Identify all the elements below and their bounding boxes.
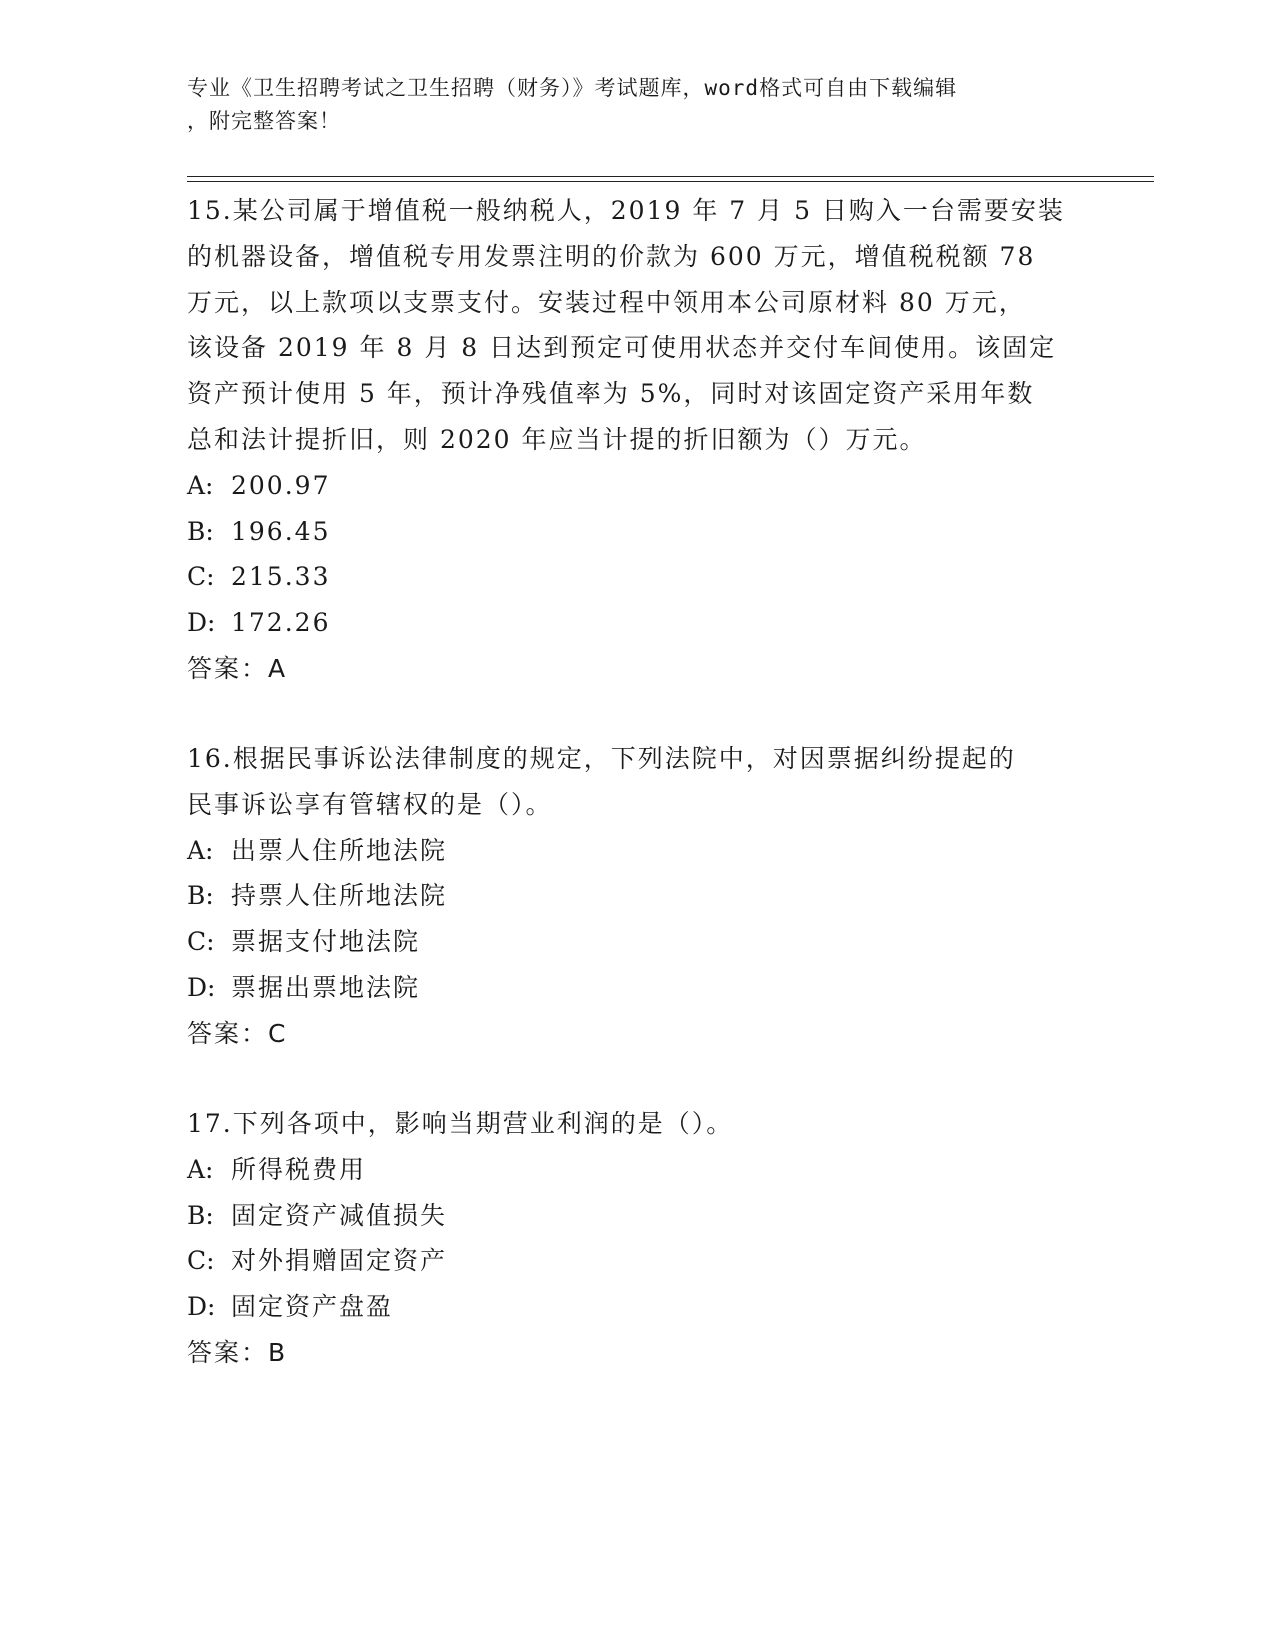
question-text-line: 资产预计使用 5 年，预计净残值率为 5%，同时对该固定资产采用年数 — [187, 379, 1035, 409]
question-text-line: 的机器设备，增值税专用发票注明的价款为 600 万元，增值税税额 78 — [187, 241, 1036, 271]
question-text-line: 总和法计提折旧，则 2020 年应当计提的折旧额为（）万元。 — [187, 424, 927, 454]
option-text: 固定资产减值损失 — [231, 1200, 448, 1230]
option-text: 对外捐赠固定资产 — [231, 1246, 448, 1276]
option-text: 持票人住所地法院 — [231, 881, 448, 911]
option-text: 200.97 — [231, 470, 331, 500]
option-text: 172.26 — [231, 608, 331, 638]
header-line-2: ，附完整答案！ — [187, 109, 341, 133]
option-letter: D: — [187, 972, 216, 1002]
document-header — [187, 72, 1087, 138]
answer: 答案：C — [187, 1018, 288, 1048]
option-letter: B: — [187, 881, 214, 911]
option-b — [187, 1193, 1087, 1239]
option-b — [187, 509, 1087, 555]
question-text-line: 15.某公司属于增值税一般纳税人，2019 年 7 月 5 日购入一台需要安装 — [187, 196, 1065, 225]
header-divider-top — [187, 176, 1154, 177]
option-letter: C: — [187, 562, 215, 592]
question-text-line: 17.下列各项中，影响当期营业利润的是（）。 — [187, 1109, 734, 1138]
option-text: 196.45 — [231, 516, 331, 546]
option-b — [187, 873, 1087, 919]
option-letter: D: — [187, 608, 216, 638]
option-text: 固定资产盘盈 — [231, 1292, 394, 1322]
question-17 — [187, 1101, 1087, 1376]
option-text: 所得税费用 — [231, 1154, 367, 1184]
question-text-line: 万元，以上款项以支票支付。安装过程中领用本公司原材料 80 万元， — [187, 287, 1026, 317]
option-c — [187, 919, 1087, 965]
option-letter: A: — [187, 835, 214, 865]
option-a — [187, 1147, 1087, 1193]
option-letter: B: — [187, 1200, 214, 1230]
option-d — [187, 965, 1087, 1011]
option-d — [187, 1284, 1087, 1330]
option-letter: A: — [187, 470, 214, 500]
answer: 答案：B — [187, 1337, 288, 1367]
option-letter: A: — [187, 1154, 214, 1184]
question-text-line: 16.根据民事诉讼法律制度的规定，下列法院中，对因票据纠纷提起的 — [187, 744, 1016, 773]
option-letter: C: — [187, 927, 215, 957]
option-d — [187, 600, 1087, 646]
option-text: 票据出票地法院 — [231, 972, 421, 1002]
option-letter: B: — [187, 516, 214, 546]
question-text-line: 民事诉讼享有管辖权的是（）。 — [187, 789, 553, 819]
option-text: 215.33 — [231, 562, 331, 592]
question-text-line: 该设备 2019 年 8 月 8 日达到预定可使用状态并交付车间使用。该固定 — [187, 333, 1057, 363]
header-divider-bottom — [187, 181, 1154, 182]
option-a — [187, 828, 1087, 874]
question-16 — [187, 736, 1087, 1057]
option-a — [187, 463, 1087, 509]
option-c — [187, 554, 1087, 600]
question-15 — [187, 188, 1087, 692]
answer: 答案：A — [187, 653, 288, 683]
option-letter: C: — [187, 1246, 215, 1276]
option-text: 票据支付地法院 — [231, 927, 421, 957]
option-letter: D: — [187, 1292, 216, 1322]
header-line-1: 专业《卫生招聘考试之卫生招聘（财务）》考试题库，word格式可自由下载编辑 — [187, 76, 958, 100]
option-c — [187, 1238, 1087, 1284]
option-text: 出票人住所地法院 — [231, 835, 448, 865]
